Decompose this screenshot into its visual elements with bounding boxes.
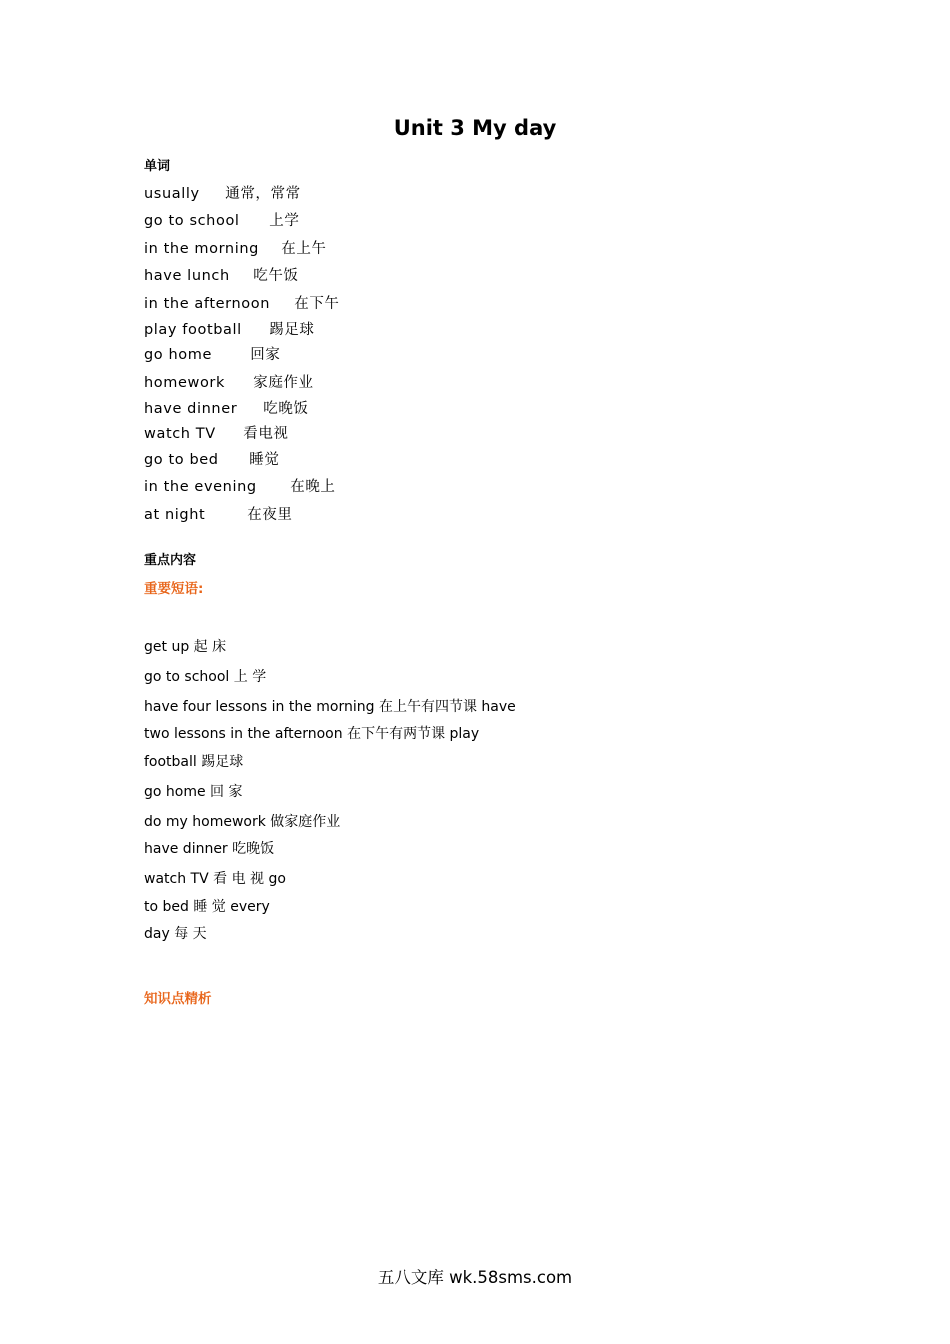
vocab-english: go to school: [144, 213, 240, 229]
vocab-chinese: 在夜里: [247, 507, 293, 523]
analysis-heading: 知识点精析: [144, 991, 212, 1007]
vocab-chinese: 吃午饭: [253, 268, 299, 284]
vocab-english: go home: [144, 347, 212, 363]
vocab-english: in the afternoon: [144, 296, 271, 312]
phrase-line: do my homework 做家庭作业: [144, 814, 341, 830]
phrase-line: two lessons in the afternoon 在下午有两节课 play: [144, 726, 480, 742]
vocab-english: in the morning: [144, 241, 259, 257]
vocab-english: usually: [144, 186, 200, 202]
vocab-english: have lunch: [144, 268, 230, 284]
vocab-chinese: 回家: [250, 347, 281, 363]
vocab-item: [144, 422, 289, 443]
vocab-item: [144, 237, 327, 258]
vocab-chinese: 看电视: [243, 426, 289, 442]
vocab-chinese: 吃晚饭: [263, 401, 309, 417]
vocab-chinese: 家庭作业: [253, 375, 314, 391]
vocab-chinese: 上学: [269, 213, 300, 229]
vocab-english: go to bed: [144, 452, 219, 468]
phrase-line: go to school 上 学: [144, 669, 267, 685]
phrase-line: go home 回 家: [144, 784, 243, 800]
vocab-item: [144, 503, 293, 524]
vocab-english: have dinner: [144, 401, 238, 417]
vocab-item: [144, 371, 314, 392]
phrase-line: football 踢足球: [144, 754, 244, 770]
phrase-line: have dinner 吃晚饭: [144, 841, 275, 857]
vocab-item: [144, 318, 315, 339]
vocab-item: [144, 292, 340, 313]
vocab-item: [144, 475, 336, 496]
vocab-item: [144, 264, 299, 285]
phrase-line: get up 起 床: [144, 639, 227, 655]
vocab-heading: 单词: [144, 159, 171, 174]
vocab-item: [144, 343, 280, 364]
vocab-english: play football: [144, 322, 242, 338]
phrase-line: watch TV 看 电 视 go: [144, 871, 286, 887]
vocab-chinese: 睡觉: [249, 452, 280, 468]
vocab-item: [144, 182, 301, 203]
vocab-chinese: 通常，常常: [225, 186, 301, 202]
vocab-chinese: 在下午: [294, 296, 340, 312]
vocab-chinese: 在晚上: [290, 479, 336, 495]
footer-watermark: 五八文库 wk.58sms.com: [377, 1268, 573, 1287]
vocab-item: [144, 397, 309, 418]
vocab-item: [144, 448, 279, 469]
phrase-line: have four lessons in the morning 在上午有四节课 have: [144, 699, 516, 715]
vocab-chinese: 在上午: [281, 241, 327, 257]
phrase-line: day 每 天: [144, 926, 207, 942]
page-title: Unit 3 My day: [393, 116, 557, 140]
key-content-heading: 重点内容: [144, 553, 197, 568]
vocab-item: [144, 209, 299, 230]
vocab-english: homework: [144, 375, 225, 391]
vocab-english: in the evening: [144, 479, 257, 495]
phrase-line: to bed 睡 觉 every: [144, 899, 270, 915]
vocab-chinese: 踢足球: [269, 322, 315, 338]
vocab-english: at night: [144, 507, 206, 523]
vocab-english: watch TV: [144, 426, 216, 442]
phrases-heading: 重要短语:: [144, 581, 204, 597]
